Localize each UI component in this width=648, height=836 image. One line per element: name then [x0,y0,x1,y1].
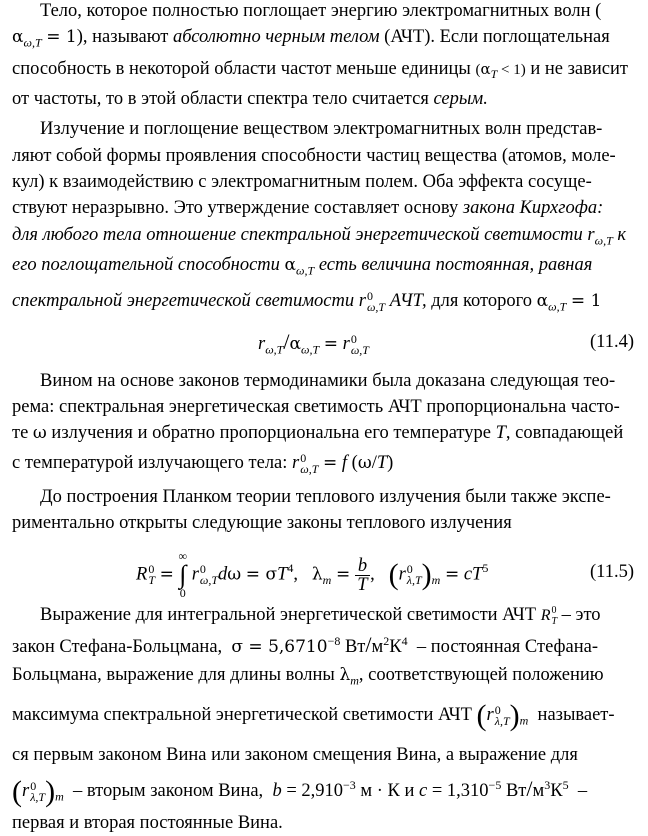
p5-line3: Больцмана, выражение для длины волны $\lambda_m$, соответствующей положению [12,665,604,688]
p2-line7: спектральной энергетической светимости r 0 ω,T АЧТ, для которого $\alpha_{\omega,T} = 1$ [12,288,602,314]
equation-number: (11.4) [589,332,634,352]
p1-line3: способность в некоторой области частот меньше единицы $(\alpha_T < 1)$ и не зависит [12,59,628,81]
p1-line2: $\alpha_{\omega,T} = 1$), называют абсолютно черным телом (АЧТ). Если поглощательная [12,27,610,50]
p2-line4: ствуют неразрывно. Это утверждение составляет основу закона Кирхгофа: [12,198,604,218]
p3-line2: рема: спектральная энергетическая светимость АЧТ пропорциональна часто- [12,397,620,417]
p5-line1: Выражение для интегральной энергетической светимости АЧТ R 0 T – это [40,604,601,627]
p1-line1: Тело, которое полностью поглощает энергию электромагнитных волн ( [40,1,602,21]
p1-line4: от частоты, то в этой области спектра тело считается серым. [12,89,488,109]
p2-line2: ляют собой формы проявления способности частиц вещества (атомов, моле- [12,146,616,166]
p2-line5: для любого тела отношение спектральной энергетической светимости $r_{\omega,T}$ к [12,225,627,248]
p2-line6: его поглощательной способности $\alpha_{\omega,T}$ есть величина постоянная, равная [12,255,593,278]
p5-line6: (r 0 λ,T )$_m$ – вторым законом Вина, $b = 2,910^{-3}$ м · К и $c = 1,310^{-5}$ $Вт/м^3К^5$ – [12,774,588,808]
p3-line3: те ω излучения и обратно пропорциональна его температуре T, совпадающей [12,423,624,443]
equation-number: (11.5) [589,562,634,582]
p5-line4: максимума спектральной энергетической светимости АЧТ (r 0 λ,T )$_m$ называет- [12,698,615,732]
p3-line4: с температурой излучающего тела: r 0 ω,T = f (ω/T) [12,450,394,476]
p3-line1: Вином на основе законов термодинамики была доказана следующая тео- [40,371,616,391]
document-page: Тело, которое полностью поглощает энергию электромагнитных волн ( $\alpha_{\omega,T} = 1$), называют абсолютно черным телом (АЧТ). Если поглощательная способность в некоторой области частот меньше единицы $(\alpha_T < 1)$ и не зависит от частоты, то в этой области спектра тело считается серым. Излучение и поглощение веществом электромагнитных волн представ- ляют собой формы проявления способности частиц вещества (атомов, моле- кул) к взаимодействию с электромагнитным полем. Оба эффекта сосуще- ствуют неразрывно. Это утверждение составляет основу закона Кирхгофа: для любого тела отношение спектральной энергетической светимости $r_{\omega,T}$ к его поглощательной способности $\alpha_{\omega,T}$ есть величина постоянная, равная спектральной энергетической светимости r 0 ω,T АЧТ, для которого $\alpha_{\omega,T} = 1$ $r_{\omega,T}/\alpha_{\omega,T} = r$ 0 ω,T (11.4) Вином на основе законов термодинамики была доказана следующая тео- рема: спектральная энергетическая светимость АЧТ пропорциональна часто- те ω излучения и обратно пропорциональна его температуре T, совпадающей с температурой излучающего тела: r 0 ω,T = f (ω/T) До построения Планком теории теплового излучения были также экспе- риментально открыты следующие законы теплового излучения R 0 T = ∞ ∫ 0 r 0 ω,T $d\omega = \sigma T^4$, $\lambda_m$ = $\frac{b}{T}$ , (r 0 λ,T )$_m = cT^5$ (11.5) Выражение для интегральной энергетической светимости АЧТ R 0 T – это закон Стефана-Больцмана, $\sigma = 5,6710^{-8}$ $Вт/м^2К^4$ – постоянная Стефана- Больцмана, выражение для длины волны $\lambda_m$, соответствующей положению максимума спектральной энергетической светимости АЧТ (r 0 λ,T )$_m$ называет- ся первым законом Вина или законом смещения Вина, а выражение для (r 0 λ,T )$_m$ – вторым законом Вина, $b = 2,910^{-3}$ м · К и $c = 1,310^{-5}$ $Вт/м^3К^5$ – первая и вторая постоянные Вина. [0,0,648,836]
p5-line5: ся первым законом Вина или законом смещения Вина, а выражение для [12,745,578,765]
p2-line1: Излучение и поглощение веществом электромагнитных волн представ- [40,119,603,139]
p4-line2: риментально открыты следующие законы теплового излучения [12,513,512,533]
p4-line1: До построения Планком теории теплового излучения были также экспе- [40,487,611,507]
p5-line2: закон Стефана-Больцмана, $\sigma = 5,6710^{-8}$ $Вт/м^2К^4$ – постоянная Стефана- [12,632,599,657]
p2-line3: кул) к взаимодействию с электромагнитным полем. Оба эффекта сосуще- [12,172,592,192]
p5-line7: первая и вторая постоянные Вина. [12,813,283,833]
equation-11-5: R 0 T = ∞ ∫ 0 r 0 ω,T $d\omega = \sigma T^4$, $\lambda_m$ = $\frac{b}{T}$ , (r 0 λ,T )$_m = cT^5$ (11.5) [136,549,634,600]
